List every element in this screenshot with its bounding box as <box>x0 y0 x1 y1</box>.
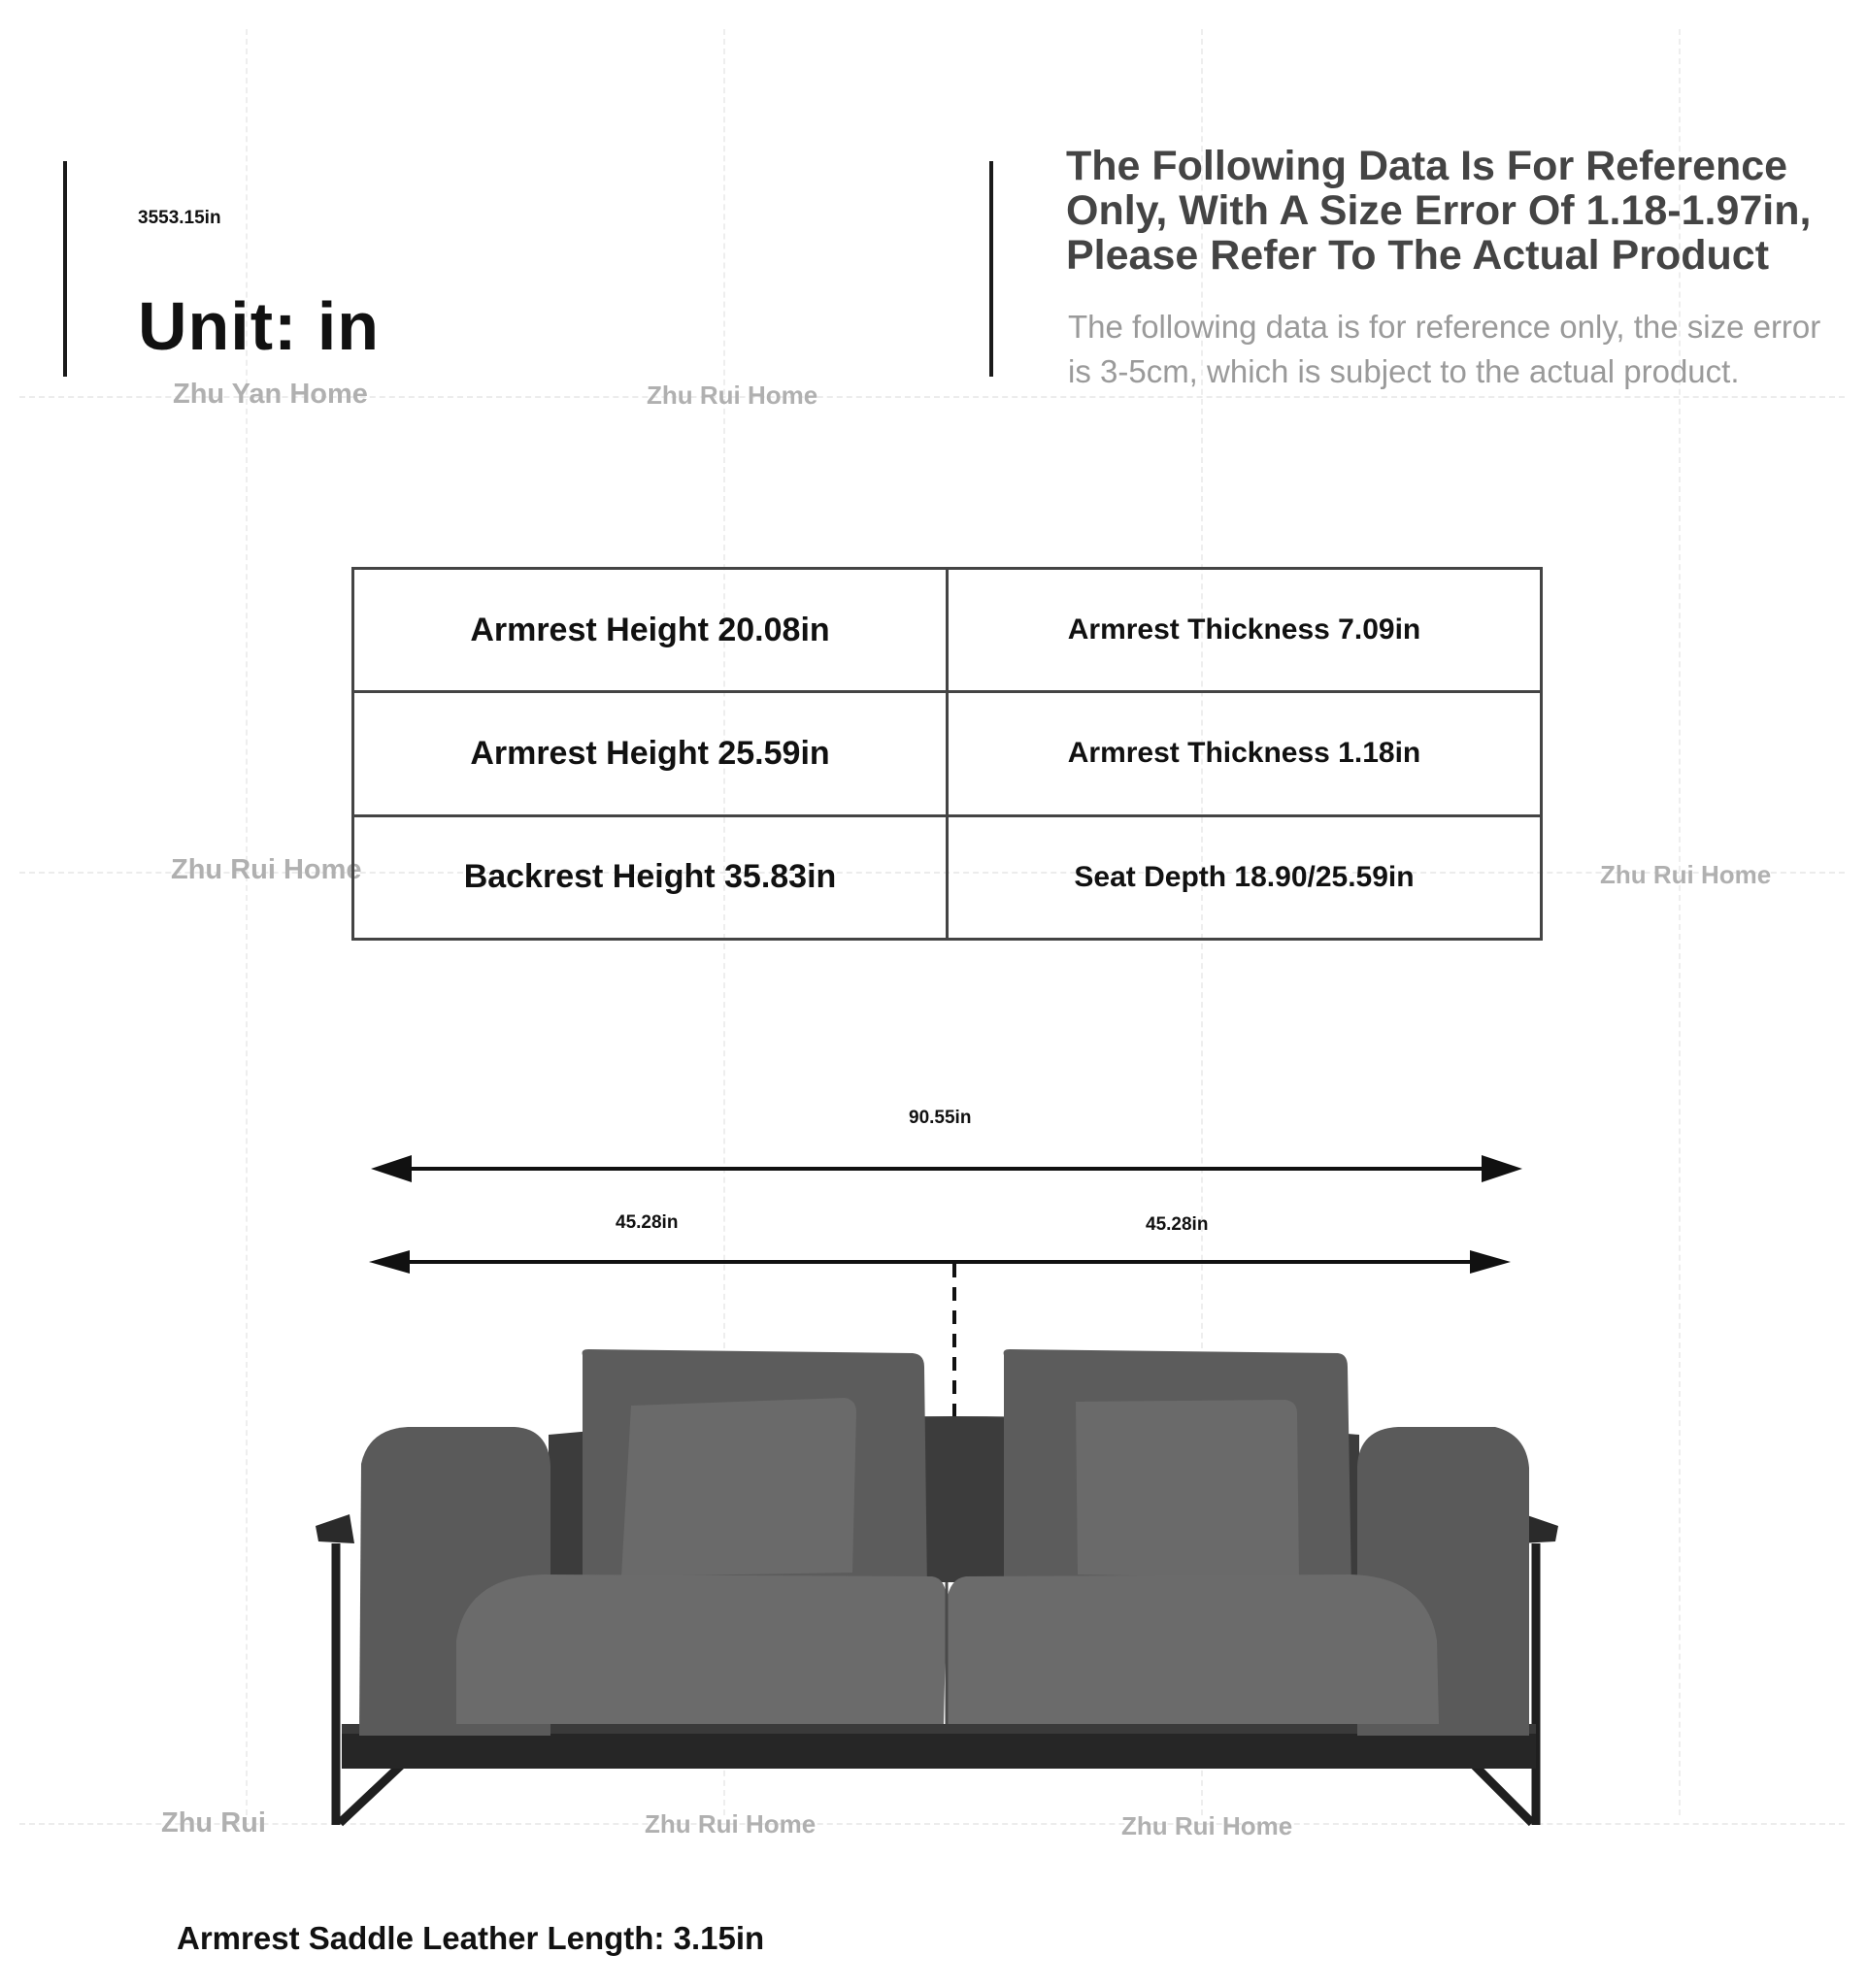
watermark: Zhu Yan Home <box>173 379 368 410</box>
table-cell: Seat Depth 18.90/25.59in <box>948 815 1542 939</box>
left-half-width-label: 45.28in <box>616 1212 679 1233</box>
reference-subtitle: The following data is for reference only, the size error is 3-5cm, which is subject to the actual product. <box>1068 309 1821 389</box>
table-cell: Armrest Height 25.59in <box>353 692 948 815</box>
watermark: Zhu Rui Home <box>647 381 818 410</box>
watermark: Zhu Rui Home <box>645 1809 817 1839</box>
size-note: 3553.15in <box>138 208 221 228</box>
sofa <box>316 1349 1558 1825</box>
table-cell: Armrest Thickness 1.18in <box>948 692 1542 815</box>
watermark: Zhu Rui Home <box>1121 1811 1293 1840</box>
total-width-arrow <box>371 1155 1522 1182</box>
right-half-width-label: 45.28in <box>1146 1214 1209 1235</box>
total-width-label: 90.55in <box>909 1108 972 1128</box>
pillow-left <box>621 1398 856 1576</box>
seat-cushion-right <box>947 1574 1439 1724</box>
table-cell: Backrest Height 35.83in <box>353 815 948 939</box>
table-cell: Armrest Thickness 7.09in <box>948 569 1542 692</box>
pillow-right <box>1076 1400 1299 1578</box>
watermark: Zhu Rui Home <box>1600 860 1772 889</box>
table-cell: Armrest Height 20.08in <box>353 569 948 692</box>
watermark: Zhu Rui Home <box>171 854 362 885</box>
unit-label: Unit: in <box>138 288 381 364</box>
footer-note: Armrest Saddle Leather Length: 3.15in <box>177 1920 765 1956</box>
reference-title: The Following Data Is For Reference Only, With A Size Error Of 1.18-1.97in, Please Refer To The Actual Product <box>1066 143 1812 279</box>
watermark: Zhu Rui <box>161 1807 266 1839</box>
seat-cushion-left <box>456 1574 947 1724</box>
